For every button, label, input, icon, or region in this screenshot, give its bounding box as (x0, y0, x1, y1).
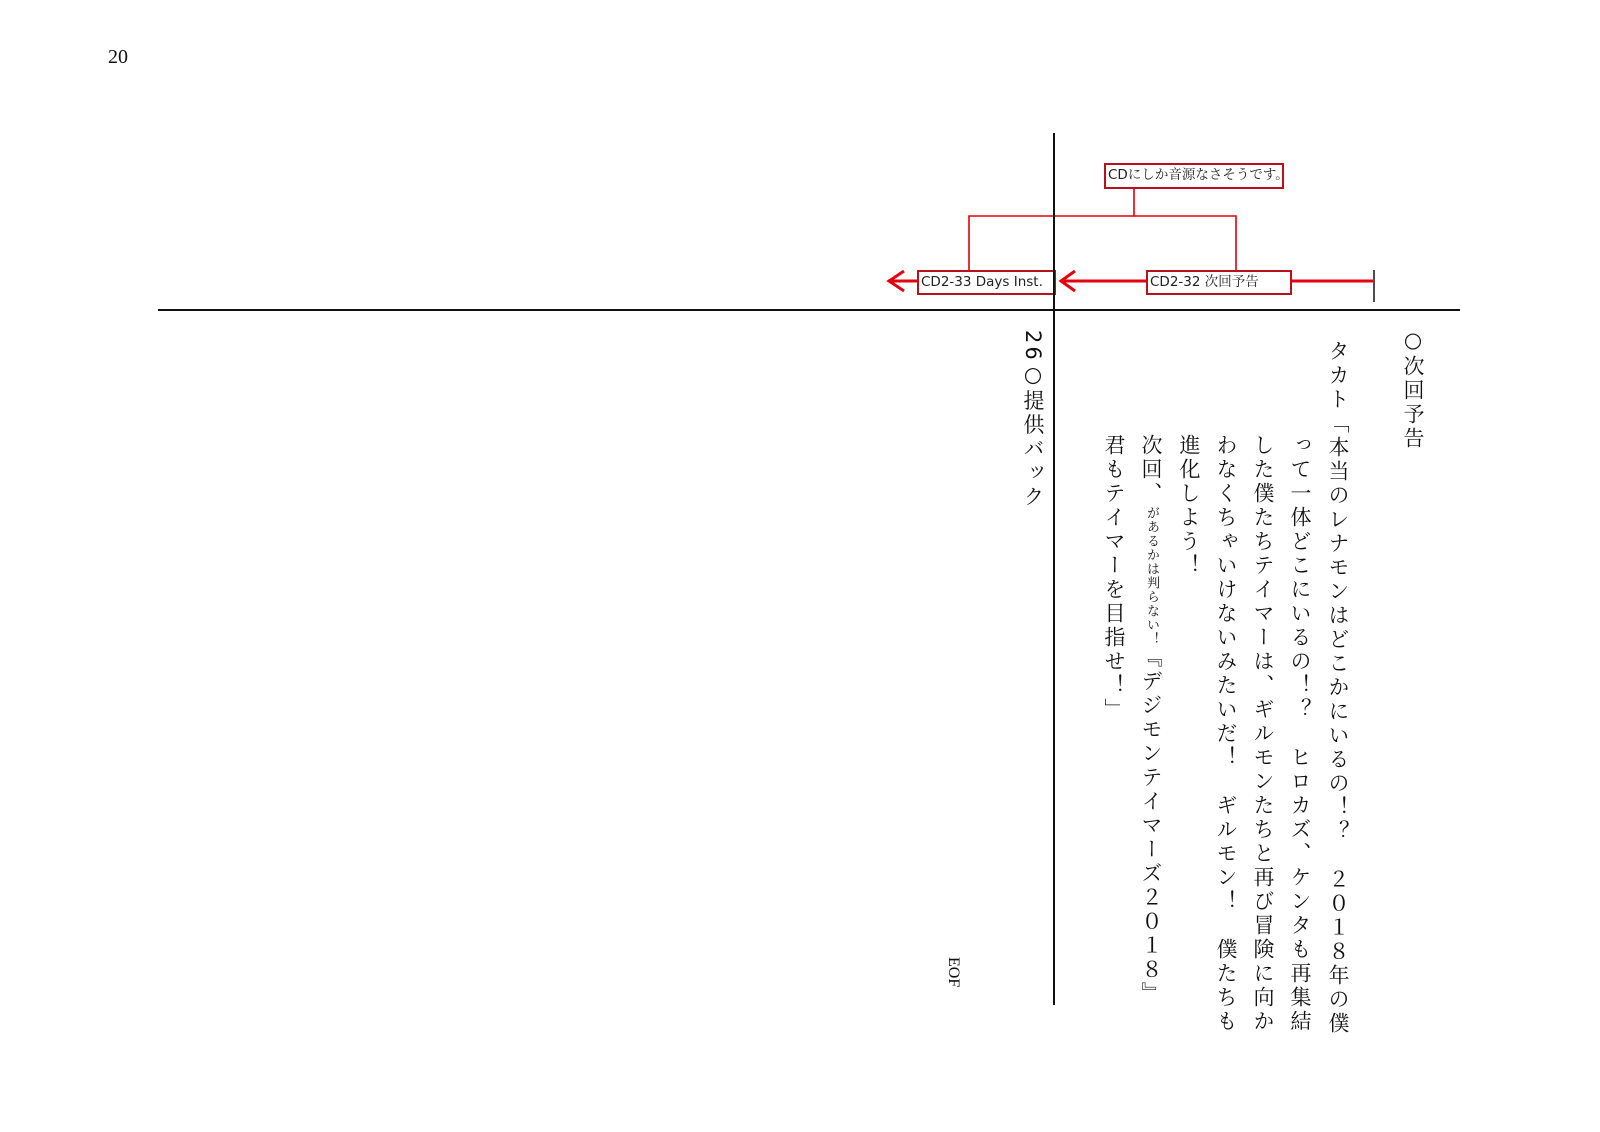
dialogue-aside: があるかは判らない！ (1144, 506, 1159, 646)
dialogue-line-6 (1136, 434, 1166, 1006)
dialogue-line-3: した僕たちテイマーは、ギルモンたちと再び冒険に向か (1251, 434, 1275, 1034)
page-number: 20 (108, 46, 128, 68)
note-bracket-right (1134, 216, 1236, 272)
music-note-box: CDにしか音源なさそうです。 (1104, 163, 1284, 189)
cue-box-cd2-32: CD2-32 次回予告 (1146, 270, 1292, 295)
dialogue-line-2: って一体どこにいるの！？ ヒロカズ、ケンタも再集結 (1288, 434, 1312, 1034)
dialogue-line-7: 君もテイマーを目指せ！」 (1102, 434, 1126, 722)
next-scene-heading: 26○提供バック (1021, 330, 1045, 510)
dialogue-line-6-title: 『デジモンテイマーズ２０１８』 (1139, 646, 1163, 1006)
dialogue-line-1: タカト「本当のレナモンはどこかにいるの！？ ２０１８年の僕 (1326, 340, 1350, 1036)
scene-divider (1053, 133, 1055, 1005)
dialogue-line-4: わなくちゃいけないみたいだ！ ギルモン！ 僕たちも (1214, 434, 1238, 1034)
scene-heading: ○次回予告 (1401, 328, 1425, 451)
note-bracket (969, 189, 1134, 272)
cue-box-cd2-33: CD2-33 Days Inst. (917, 270, 1056, 295)
dialogue-line-6-start: 次回、 (1139, 434, 1163, 506)
dialogue-line-5: 進化しよう！ (1177, 434, 1201, 578)
eof-marker: EOF (945, 957, 962, 988)
horizontal-divider (158, 309, 1460, 311)
